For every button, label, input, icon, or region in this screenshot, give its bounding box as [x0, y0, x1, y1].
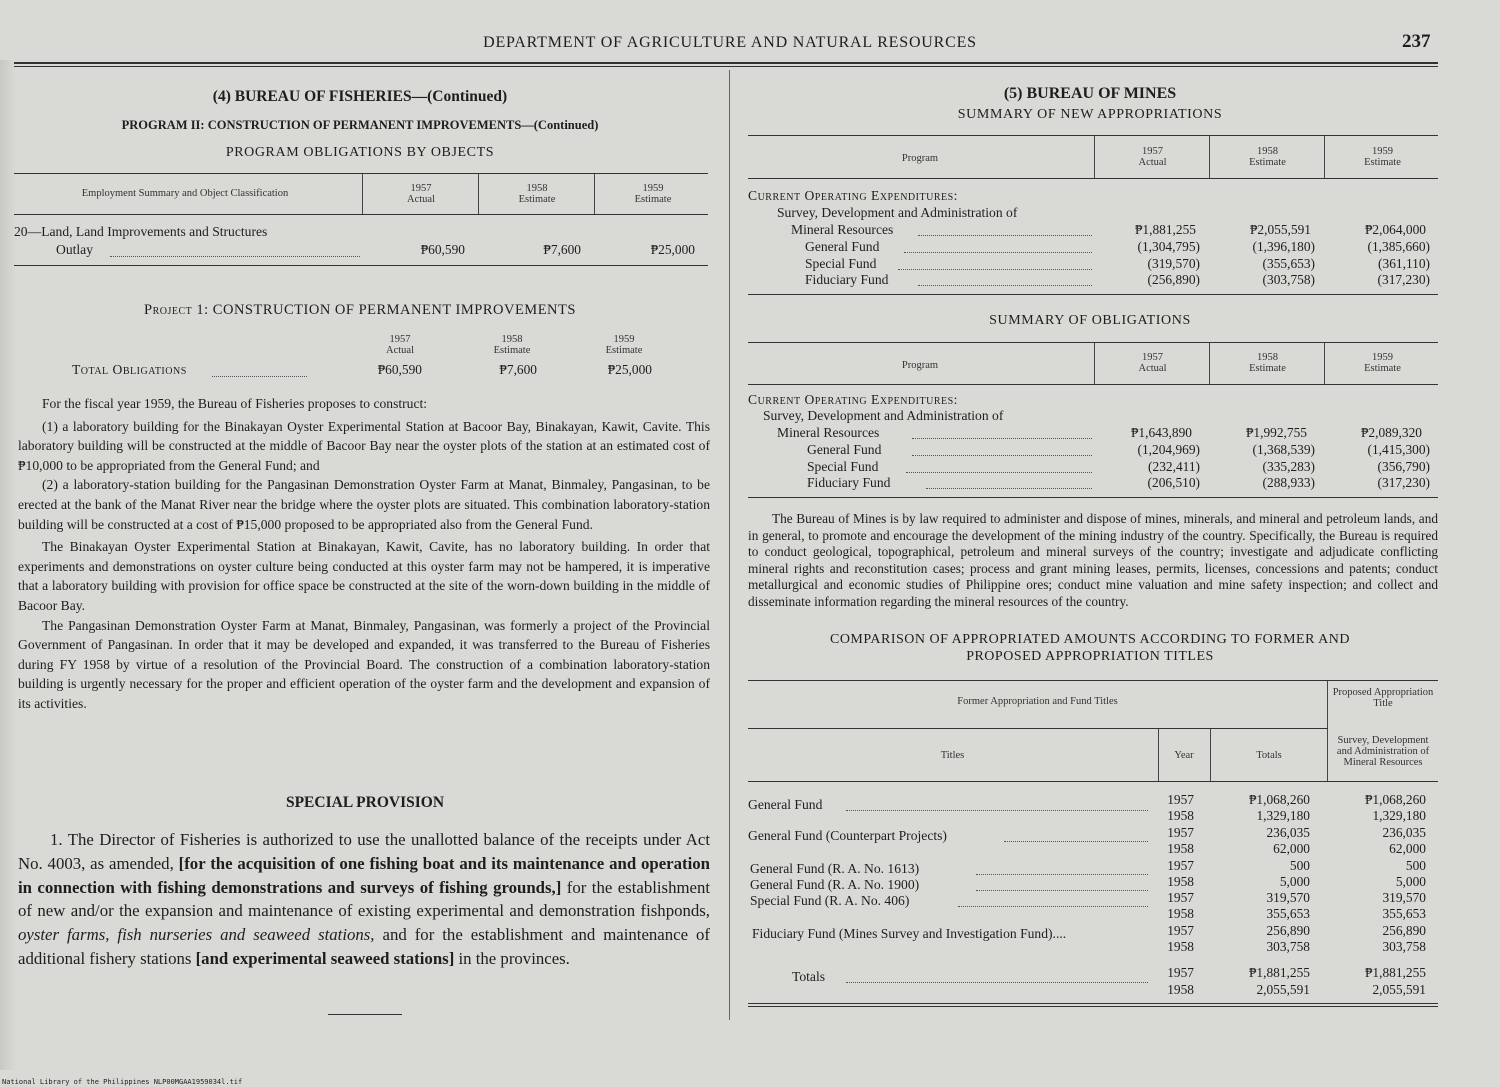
comparison-year: 1957 — [1167, 890, 1194, 905]
fisheries-narrative — [18, 394, 710, 714]
page-header-title: DEPARTMENT OF AGRICULTURE AND NATURAL RESOURCES — [483, 34, 977, 51]
obl-row-label: Special Fund — [807, 459, 879, 474]
new-value: (355,653) — [1262, 256, 1315, 271]
paragraph-4: The Binakayan Oyster Experimental Station at Binakayan, Kawit, Cavite, has no laboratory building. In order that experiments and demonstrations on oyster culture being conducted at this oyster farm may not be hampered, it is imperative that a laboratory building with provision for office space be constructed at the site of the worn-down building in the middle of Bacoor Bay. — [18, 539, 710, 613]
obl-row-label: Fiduciary Fund — [807, 475, 891, 490]
year-header-1957: 1957 Actual — [407, 183, 435, 205]
new-line1: Survey, Development and Administration of — [777, 205, 1018, 220]
new-value: (1,396,180) — [1252, 239, 1315, 254]
new-row-label: Special Fund — [805, 256, 877, 271]
program-header: Program — [901, 153, 939, 164]
comparison-title-line2: PROPOSED APPROPRIATION TITLES — [966, 649, 1214, 664]
obl-value: (1,415,300) — [1367, 442, 1430, 457]
total-obligations-1959: ₱25,000 — [607, 362, 652, 377]
comparison-survey: 2,055,591 — [1372, 982, 1426, 997]
comparison-survey: ₱1,881,255 — [1364, 965, 1426, 980]
obl-value: (1,368,539) — [1252, 442, 1315, 457]
obl-value: (1,204,969) — [1137, 442, 1200, 457]
new-year-1957: 1957 Actual — [1138, 146, 1167, 168]
project-year-1959: 1959 Estimate — [605, 334, 643, 356]
comparison-total: 355,653 — [1266, 906, 1310, 921]
mines-narrative — [748, 511, 1438, 610]
comparison-total: 256,890 — [1266, 923, 1310, 938]
obl-value: (206,510) — [1147, 475, 1200, 490]
fisheries-program-title: PROGRAM II: CONSTRUCTION OF PERMANENT IMPROVEMENTS—(Continued) — [121, 118, 599, 132]
obl-section-label: Current Operating Expenditures: — [748, 392, 958, 407]
comparison-title: General Fund (Counterpart Projects) — [748, 828, 947, 843]
new-value: (303,758) — [1262, 272, 1315, 287]
obl-value: (356,790) — [1377, 459, 1430, 474]
total-obligations-1957: ₱60,590 — [377, 362, 422, 377]
year-column-header: Year — [1174, 750, 1194, 761]
comparison-total: ₱1,068,260 — [1248, 792, 1310, 807]
comparison-year: 1957 — [1167, 792, 1194, 807]
obl-value: (288,933) — [1262, 475, 1315, 490]
object-row-label-line1: 20—Land, Land Improvements and Structures — [14, 224, 268, 239]
totals-column-header: Totals — [1256, 750, 1282, 761]
page-edge-shadow — [0, 60, 16, 1070]
new-value: ₱2,064,000 — [1364, 222, 1426, 237]
page-number: 237 — [1402, 31, 1431, 52]
comparison-survey: 62,000 — [1389, 841, 1426, 856]
comparison-total: 500 — [1289, 858, 1310, 873]
comparison-title: General Fund (R. A. No. 1900) — [750, 877, 920, 892]
comparison-title: Fiduciary Fund (Mines Survey and Investigation Fund).... — [752, 926, 1067, 941]
obl-value: ₱1,643,890 — [1130, 425, 1192, 440]
new-year-1959: 1959 Estimate — [1364, 146, 1401, 168]
mines-bureau-title: (5) BUREAU OF MINES — [1003, 85, 1177, 102]
summary-obligations-title: SUMMARY OF OBLIGATIONS — [989, 313, 1191, 328]
new-row-label: General Fund — [805, 239, 880, 254]
paragraph-2: (1) a laboratory building for the Binakayan Oyster Experimental Station at Bacoor Bay, Binakayan, Kawit, Cavite. This laboratory building will be constructed at the middle of Bacoor Bay near the oyster plots of the station at an estimated cost of ₱10,000 to be appropriated from the General Fund; and — [18, 418, 710, 473]
obl-value: ₱2,089,320 — [1360, 425, 1422, 440]
special-provision-text: 1. The Director of Fisheries is authorized to use the unallotted balance of the receipts under Act No. 4003, as amended, [for the acquisition of one fishing boat and its maintenance and operation in connection with fishing demonstrations and surveys of fishing grounds,] for the establishment of new and/or the expansion and maintenance of existing experimental and demonstration fishponds, oyster farms, fish nurseries and seaweed stations, and for the establishment and maintenance of additional fishery stations [and experimental seaweed stations] in the provinces. — [18, 830, 711, 968]
comparison-total: 1,329,180 — [1256, 808, 1310, 823]
object-classification-header: Employment Summary and Object Classification — [81, 188, 289, 199]
new-row-label: Mineral Resources — [791, 222, 894, 237]
year-header-1959: 1959 Estimate — [634, 183, 672, 205]
comparison-year: 1958 — [1167, 841, 1194, 856]
new-row-label: Fiduciary Fund — [805, 272, 889, 287]
new-value: (319,570) — [1147, 256, 1200, 271]
new-section-label: Current Operating Expenditures: — [748, 188, 958, 203]
comparison-year: 1958 — [1167, 939, 1194, 954]
comparison-survey: 355,653 — [1382, 906, 1426, 921]
summary-new-appropriations-title: SUMMARY OF NEW APPROPRIATIONS — [957, 107, 1223, 122]
comparison-survey: ₱1,068,260 — [1364, 792, 1426, 807]
project-year-1958: 1958 Estimate — [493, 334, 531, 356]
new-value: ₱2,055,591 — [1249, 222, 1311, 237]
obl-value: (317,230) — [1377, 475, 1430, 490]
obl-value: (232,411) — [1148, 459, 1200, 474]
comparison-survey: 256,890 — [1382, 923, 1426, 938]
comparison-survey: 319,570 — [1382, 890, 1426, 905]
comparison-title: General Fund — [748, 797, 823, 812]
header-rule-2 — [14, 66, 1438, 67]
new-value: (1,304,795) — [1137, 239, 1200, 254]
new-value: (317,230) — [1377, 272, 1430, 287]
comparison-total: 236,035 — [1266, 825, 1310, 840]
paragraph-1: For the fiscal year 1959, the Bureau of Fisheries proposes to construct: — [42, 396, 428, 411]
end-rule — [328, 1014, 402, 1015]
proposed-title-header: Proposed Appropriation Title — [1332, 687, 1434, 709]
obl-row-label: General Fund — [807, 442, 882, 457]
paragraph-3: (2) a laboratory-station building for the Pangasinan Demonstration Oyster Farm at Manat, Binmaley, Pangasinan, to be erected at the bank of the Manat River near the bridge where the oyster plots are situated. This combination laboratory-station building will be constructed at a cost of ₱15,000 proposed to be appropriated also from the General Fund. — [18, 477, 710, 532]
new-value: (361,110) — [1378, 256, 1430, 271]
comparison-year: 1957 — [1167, 858, 1194, 873]
comparison-year: 1958 — [1167, 874, 1194, 889]
object-value-1957: ₱60,590 — [420, 242, 465, 257]
comparison-title: General Fund (R. A. No. 1613) — [750, 861, 920, 876]
comparison-survey: 236,035 — [1382, 825, 1426, 840]
obl-value: (335,283) — [1262, 459, 1315, 474]
comparison-total: ₱1,881,255 — [1248, 965, 1310, 980]
new-value: (256,890) — [1147, 272, 1200, 287]
comparison-total: 2,055,591 — [1256, 982, 1310, 997]
survey-column-header: Survey, Development and Administration of Mineral Resources — [1336, 735, 1430, 768]
comparison-year: 1957 — [1167, 923, 1194, 938]
comparison-total: 303,758 — [1266, 939, 1310, 954]
year-header-1958: 1958 Estimate — [518, 183, 556, 205]
new-year-1958: 1958 Estimate — [1249, 146, 1286, 168]
special-provision-title: SPECIAL PROVISION — [285, 794, 445, 811]
comparison-total: 319,570 — [1266, 890, 1310, 905]
comparison-year: 1958 — [1167, 808, 1194, 823]
obl-year-1958: 1958 Estimate — [1249, 352, 1286, 374]
column-divider — [729, 70, 730, 1020]
comparison-total: 62,000 — [1273, 841, 1310, 856]
comparison-year: 1958 — [1167, 906, 1194, 921]
obl-line1: Survey, Development and Administration of — [763, 408, 1004, 423]
obl-value: ₱1,992,755 — [1245, 425, 1307, 440]
comparison-title: Special Fund (R. A. No. 406) — [750, 893, 910, 908]
object-value-1958: ₱7,600 — [543, 242, 581, 257]
mines-paragraph: The Bureau of Mines is by law required to administer and dispose of mines, minerals, and mineral and petroleum lands, and in general, to promote and encourage the development of the mining industry of the country. Specifically, the Bureau is required to conduct geological, topographical, petroleum and mineral surveys of the country; investigate and adjudicate conflicting mineral rights and reconstitution cases; process and grant mining leases, permits, licenses, concessions and patents; conduct metallurgical and economic studies of Philippine ores; conduct mine valuation and mine safety inspection; and collect and disseminate information regarding the mineral resources of the country. — [748, 511, 1438, 609]
new-value: ₱1,881,255 — [1134, 222, 1196, 237]
comparison-survey: 303,758 — [1382, 939, 1426, 954]
obl-row-label: Mineral Resources — [777, 425, 880, 440]
comparison-year: 1957 — [1167, 965, 1194, 980]
obl-year-1957: 1957 Actual — [1138, 352, 1167, 374]
total-obligations-label: Total Obligations — [72, 362, 187, 377]
comparison-title: Totals — [792, 969, 826, 984]
header-rule — [14, 62, 1438, 64]
comparison-survey: 1,329,180 — [1372, 808, 1426, 823]
titles-header: Titles — [940, 750, 965, 761]
new-value: (1,385,660) — [1367, 239, 1430, 254]
project-title: Project 1: CONSTRUCTION OF PERMANENT IMPROVEMENTS — [144, 302, 576, 318]
comparison-year: 1958 — [1167, 982, 1194, 997]
comparison-survey: 500 — [1405, 858, 1426, 873]
comparison-title-line1: COMPARISON OF APPROPRIATED AMOUNTS ACCORDING TO FORMER AND — [829, 632, 1351, 647]
scan-footer: National Library of the Philippines NLP00MGAA1959034l.tif — [2, 1078, 243, 1086]
project-year-1957: 1957 Actual — [386, 334, 414, 356]
paragraph-5: The Pangasinan Demonstration Oyster Farm at Manat, Binmaley, Pangasinan, was formerly a project of the Provincial Government of Pangasinan. In order that it may be developed and expanded, it was transferred to the Bureau of Fisheries during FY 1958 by virtue of a resolution of the Provincial Board. The construction of a combination laboratory-station building is urgently necessary for the proper and efficient operation of the oyster farm and the development and expansion of its activities. — [18, 617, 710, 711]
comparison-survey: 5,000 — [1395, 874, 1426, 889]
total-obligations-1958: ₱7,600 — [499, 362, 537, 377]
former-titles-header: Former Appropriation and Fund Titles — [957, 696, 1118, 707]
fisheries-bureau-title: (4) BUREAU OF FISHERIES—(Continued) — [212, 88, 508, 105]
object-row-label-line2: Outlay — [56, 242, 93, 257]
comparison-year: 1957 — [1167, 825, 1194, 840]
obl-year-1959: 1959 Estimate — [1364, 352, 1401, 374]
comparison-total: 5,000 — [1279, 874, 1310, 889]
object-value-1959: ₱25,000 — [650, 242, 695, 257]
program-obligations-title: PROGRAM OBLIGATIONS BY OBJECTS — [225, 145, 495, 160]
obl-program-header: Program — [901, 360, 939, 371]
